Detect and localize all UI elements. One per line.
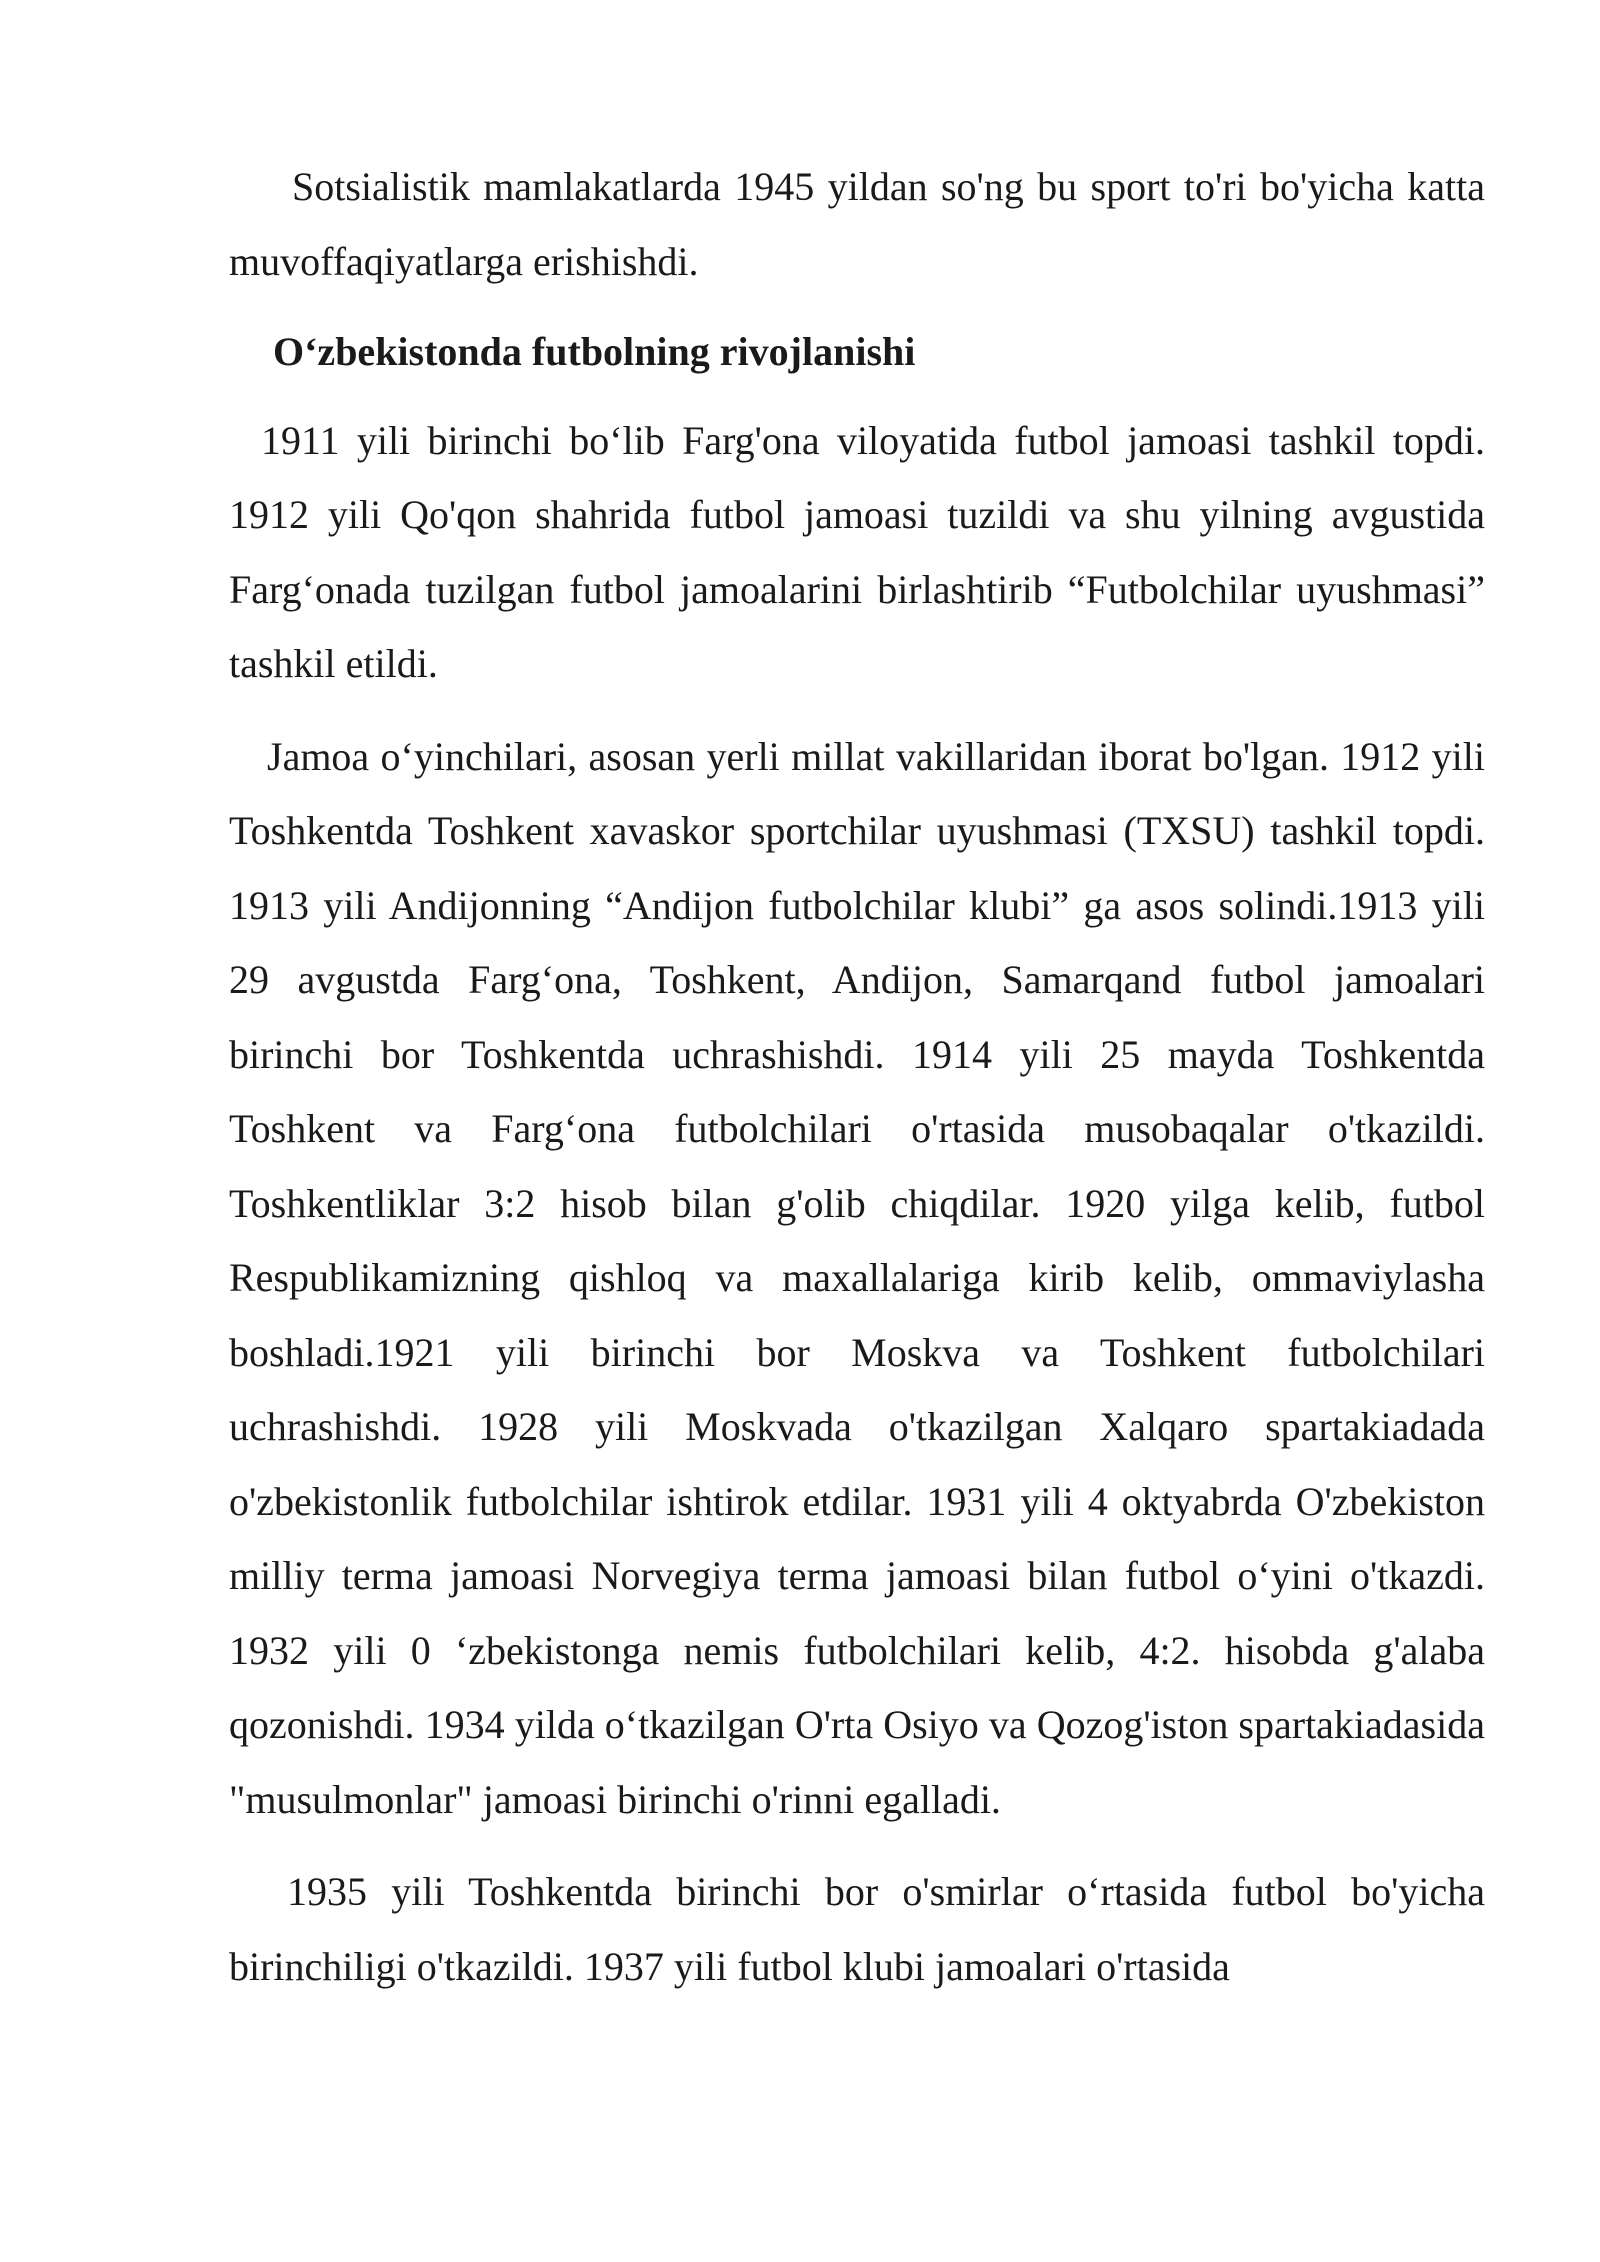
section-heading: O‘zbekistonda futbolning rivojlanishi xyxy=(273,329,916,374)
paragraph-gap xyxy=(229,702,1485,720)
paragraph-gap xyxy=(229,1837,1485,1855)
paragraph-1911: 1911 yili birinchi bo‘lib Farg'ona viloyatida futbol jamoasi tashkil topdi. 1912 yili Qo'qon shahrida futbol jamoasi tuzildi va shu yilning avgustida Farg‘onada tuzilgan futbol jamoalarini birlashtirib “Futbolchilar uyushmasi” tashkil etildi. xyxy=(229,417,1485,686)
paragraph-jamoa: Jamoa o‘yinchilari, asosan yerli millat vakillaridan iborat bo'lgan. 1912 yili Toshkentda Toshkent xavaskor sportchilar uyushmasi (TXSU) tashkil topdi. 1913 yili Andijonning “Andijon futbolchilar klubi” ga asos solindi.1913 yili 29 avgustda Farg‘ona, Toshkent, Andijon, Samarqand futbol jamoalari birinchi bor Toshkentda uchrashishdi. 1914 yili 25 mayda Toshkentda Toshkent va Farg‘ona futbolchilari o'rtasida musobaqalar o'tkazildi. Toshkentliklar 3:2 hisob bilan g'olib chiqdilar. 1920 yilga kelib, futbol Respublikamizning qishloq va maxallalariga kirib kelib, ommaviylasha boshladi.1921 yili birinchi bor Moskva va Toshkent futbolchilari uchrashishdi. 1928 yili Moskvada o'tkazilgan Xalqaro spartakiadada o'zbekistonlik futbolchilar ishtirok etdilar. 1931 yili 4 oktyabrda O'zbekiston milliy terma jamoasi Norvegiya terma jamoasi bilan futbol o‘yini o'tkazdi. 1932 yili 0 ‘zbekistonga nemis futbolchilari kelib, 4:2. hisobda g'alaba qozonishdi. 1934 yilda o‘tkazilgan O'rta Osiyo va Qozog'iston spartakiadasida "musulmonlar" jamoasi birinchi o'rinni egalladi. xyxy=(229,733,1485,1822)
document-body xyxy=(229,150,1485,2004)
intro-paragraph: Sotsialistik mamlakatlarda 1945 yildan so'ng bu sport to'ri bo'yicha katta muvoffaqiyatlarga erishishdi. xyxy=(229,164,1485,284)
paragraph-1935: 1935 yili Toshkentda birinchi bor o'smirlar o‘rtasida futbol bo'yicha birinchiligi o'tkazildi. 1937 yili futbol klubi jamoalari o'rtasida xyxy=(229,1869,1485,1989)
